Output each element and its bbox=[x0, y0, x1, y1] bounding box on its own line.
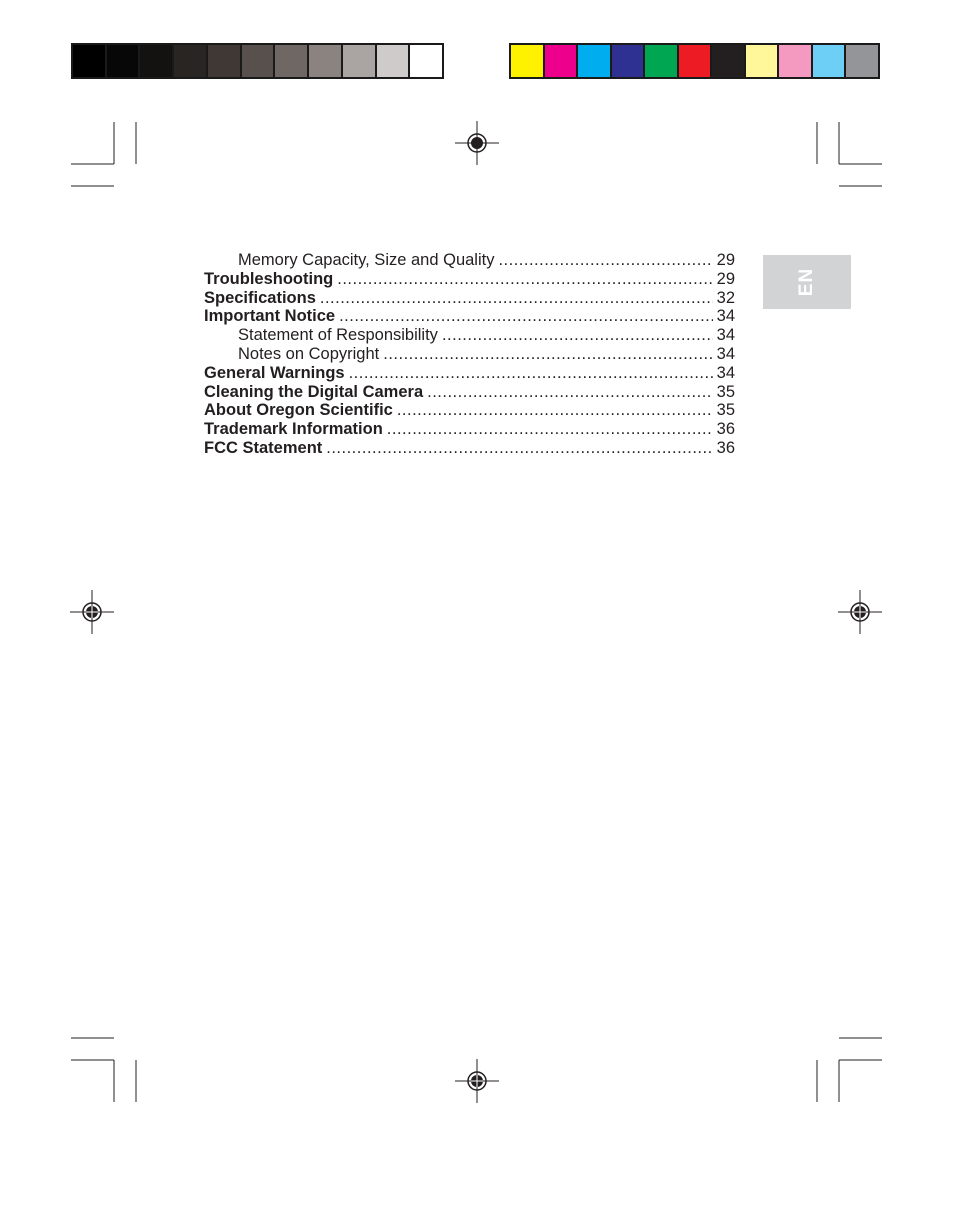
language-tab bbox=[763, 255, 851, 309]
toc-leader-dots bbox=[383, 345, 712, 364]
toc-entry[interactable] bbox=[204, 251, 735, 270]
toc-leader-dots bbox=[326, 439, 712, 458]
toc-entry-page: 34 bbox=[716, 307, 735, 326]
toc-entry-page: 36 bbox=[716, 438, 735, 457]
toc-entry-label: Cleaning the Digital Camera bbox=[204, 382, 424, 401]
toc-entry-label: Memory Capacity, Size and Quality bbox=[238, 251, 495, 269]
language-tab-label: EN bbox=[796, 267, 817, 297]
toc-leader-dots bbox=[397, 401, 713, 420]
toc-entry[interactable] bbox=[204, 401, 735, 420]
toc-entry-page: 29 bbox=[716, 269, 735, 288]
registration-target-top bbox=[455, 121, 499, 165]
toc-leader-dots bbox=[427, 383, 713, 402]
toc-entry-page: 29 bbox=[716, 251, 735, 269]
registration-target-bottom bbox=[455, 1059, 499, 1103]
toc-leader-dots bbox=[339, 307, 713, 326]
toc-entry-page: 32 bbox=[716, 288, 735, 307]
toc-entry[interactable] bbox=[204, 326, 735, 345]
toc-entry[interactable] bbox=[204, 420, 735, 439]
toc-entry-page: 34 bbox=[716, 363, 735, 382]
toc-entry-label: Specifications bbox=[204, 288, 316, 307]
toc-leader-dots bbox=[387, 420, 713, 439]
toc-entry[interactable] bbox=[204, 270, 735, 289]
toc-entry[interactable] bbox=[204, 345, 735, 364]
toc-entry[interactable] bbox=[204, 364, 735, 383]
toc-leader-dots bbox=[320, 289, 713, 308]
toc-entry-page: 34 bbox=[716, 326, 735, 345]
table-of-contents bbox=[204, 251, 735, 458]
toc-entry[interactable] bbox=[204, 289, 735, 308]
toc-leader-dots bbox=[349, 364, 713, 383]
toc-entry-label: About Oregon Scientific bbox=[204, 401, 393, 420]
toc-leader-dots bbox=[498, 251, 712, 270]
toc-entry[interactable] bbox=[204, 307, 735, 326]
toc-entry-page: 34 bbox=[716, 344, 735, 363]
toc-leader-dots bbox=[337, 270, 712, 289]
toc-entry-label: General Warnings bbox=[204, 363, 345, 382]
toc-entry-label: Troubleshooting bbox=[204, 269, 334, 288]
registration-target-left bbox=[70, 590, 114, 634]
toc-leader-dots bbox=[442, 326, 713, 345]
toc-entry-page: 35 bbox=[716, 401, 735, 420]
toc-entry-label: FCC Statement bbox=[204, 438, 323, 457]
toc-entry[interactable] bbox=[204, 439, 735, 458]
toc-entry-label: Important Notice bbox=[204, 307, 336, 326]
toc-entry-page: 36 bbox=[716, 420, 735, 439]
toc-entry-label: Statement of Responsibility bbox=[238, 326, 438, 345]
registration-target-right bbox=[838, 590, 882, 634]
toc-entry[interactable] bbox=[204, 383, 735, 402]
toc-entry-page: 35 bbox=[716, 382, 735, 401]
toc-entry-label: Notes on Copyright bbox=[238, 344, 380, 363]
toc-entry-label: Trademark Information bbox=[204, 420, 383, 439]
